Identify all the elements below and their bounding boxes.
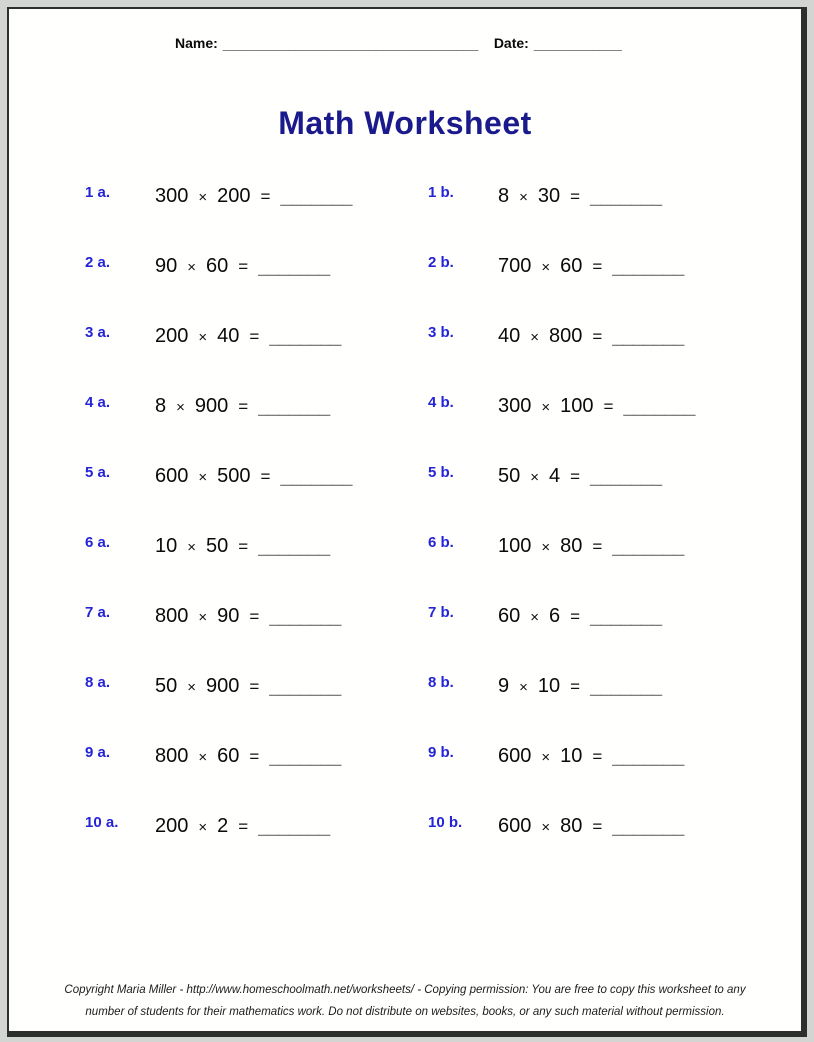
multiplication-sign: × xyxy=(541,539,551,556)
factor-2: 500 xyxy=(217,465,251,487)
problem-item-b xyxy=(428,323,683,351)
footer-copyright xyxy=(9,979,801,1023)
problem-item-a xyxy=(85,323,340,351)
problem-item-a xyxy=(85,253,329,281)
answer-blank: _______ xyxy=(612,255,684,277)
problem-item-a xyxy=(85,673,340,701)
multiplication-sign: × xyxy=(530,469,540,486)
factor-1: 9 xyxy=(498,675,510,697)
answer-blank: _______ xyxy=(269,605,341,627)
problem-label: 7 b. xyxy=(428,604,454,621)
answer-blank: _______ xyxy=(269,325,341,347)
problem-expression xyxy=(498,183,661,211)
problem-item-a xyxy=(85,533,329,561)
problem-expression xyxy=(498,813,683,841)
multiplication-sign: × xyxy=(530,329,540,346)
answer-blank: _______ xyxy=(590,675,661,697)
problem-item-b xyxy=(428,463,661,491)
problem-label: 8 a. xyxy=(85,674,111,691)
problem-row xyxy=(85,813,801,883)
factor-1: 600 xyxy=(155,465,189,487)
answer-blank: _______ xyxy=(258,395,330,417)
problem-item-b xyxy=(428,183,661,211)
problem-expression xyxy=(155,603,340,631)
multiplication-sign: × xyxy=(198,469,208,486)
answer-blank: _______ xyxy=(280,465,352,487)
equals-sign: = xyxy=(592,817,603,836)
equals-sign: = xyxy=(603,397,614,416)
factor-1: 300 xyxy=(155,185,189,207)
factor-1: 800 xyxy=(155,745,189,767)
problem-label: 9 a. xyxy=(85,744,111,761)
multiplication-sign: × xyxy=(187,679,197,696)
name-date-line xyxy=(175,35,621,51)
factor-2: 4 xyxy=(549,465,561,487)
problem-expression xyxy=(498,673,661,701)
problem-item-a xyxy=(85,463,351,491)
answer-blank: _______ xyxy=(280,185,352,207)
equals-sign: = xyxy=(238,537,249,556)
problem-expression xyxy=(498,603,661,631)
problem-label: 5 a. xyxy=(85,464,111,481)
problem-label: 10 a. xyxy=(85,814,119,831)
problem-row xyxy=(85,603,801,673)
factor-1: 60 xyxy=(498,605,521,627)
problem-label: 1 b. xyxy=(428,184,454,201)
equals-sign: = xyxy=(260,467,271,486)
multiplication-sign: × xyxy=(198,609,208,626)
factor-1: 10 xyxy=(155,535,178,557)
equals-sign: = xyxy=(238,257,249,276)
factor-1: 600 xyxy=(498,815,532,837)
problem-expression xyxy=(498,533,683,561)
problem-expression xyxy=(155,253,329,281)
factor-1: 50 xyxy=(498,465,521,487)
problem-item-a xyxy=(85,603,340,631)
date-blank-line: ____________ xyxy=(533,35,622,51)
problem-row xyxy=(85,183,801,253)
problem-label: 3 b. xyxy=(428,324,454,341)
problems-list xyxy=(85,183,801,883)
factor-2: 100 xyxy=(560,395,594,417)
multiplication-sign: × xyxy=(541,399,551,416)
problem-label: 4 a. xyxy=(85,394,111,411)
factor-2: 50 xyxy=(206,535,229,557)
multiplication-sign: × xyxy=(187,259,197,276)
multiplication-sign: × xyxy=(519,189,528,206)
answer-blank: _______ xyxy=(258,815,330,837)
factor-1: 40 xyxy=(498,325,521,347)
multiplication-sign: × xyxy=(530,609,540,626)
problem-item-b xyxy=(428,743,683,771)
multiplication-sign: × xyxy=(541,819,551,836)
equals-sign: = xyxy=(238,397,249,416)
factor-1: 100 xyxy=(498,535,532,557)
equals-sign: = xyxy=(570,677,581,696)
problem-row xyxy=(85,393,801,463)
problem-row xyxy=(85,673,801,743)
factor-1: 90 xyxy=(155,255,178,277)
equals-sign: = xyxy=(592,327,603,346)
problem-label: 1 a. xyxy=(85,184,111,201)
multiplication-sign: × xyxy=(541,259,551,276)
problem-item-a xyxy=(85,393,329,421)
factor-2: 10 xyxy=(560,745,583,767)
answer-blank: _______ xyxy=(623,395,695,417)
answer-blank: _______ xyxy=(269,745,341,767)
multiplication-sign: × xyxy=(541,749,551,766)
problem-item-a xyxy=(85,183,351,211)
multiplication-sign: × xyxy=(198,749,208,766)
answer-blank: _______ xyxy=(590,185,661,207)
factor-2: 900 xyxy=(206,675,240,697)
multiplication-sign: × xyxy=(187,539,197,556)
problem-item-a xyxy=(85,813,329,841)
answer-blank: _______ xyxy=(612,745,684,767)
factor-2: 60 xyxy=(217,745,240,767)
answer-blank: _______ xyxy=(590,465,661,487)
problem-item-b xyxy=(428,253,683,281)
equals-sign: = xyxy=(592,747,603,766)
multiplication-sign: × xyxy=(519,679,528,696)
problem-item-b xyxy=(428,603,661,631)
factor-2: 800 xyxy=(549,325,583,347)
footer-line-1: Copyright Maria Miller - http://www.homeschoolmath.net/worksheets/ - Copying permission: You are free to copy this worksheet to any xyxy=(64,984,746,996)
answer-blank: _______ xyxy=(612,325,684,347)
factor-2: 2 xyxy=(217,815,229,837)
answer-blank: _______ xyxy=(612,535,684,557)
factor-2: 40 xyxy=(217,325,240,347)
worksheet-title: Math Worksheet xyxy=(278,105,532,141)
problem-expression xyxy=(155,183,351,211)
multiplication-sign: × xyxy=(198,819,208,836)
factor-2: 900 xyxy=(194,395,229,417)
worksheet-page xyxy=(7,7,807,1037)
answer-blank: _______ xyxy=(269,675,341,697)
answer-blank: _______ xyxy=(612,815,684,837)
equals-sign: = xyxy=(238,817,249,836)
problem-expression xyxy=(155,673,340,701)
factor-2: 60 xyxy=(206,255,229,277)
problem-label: 2 b. xyxy=(428,254,454,271)
problem-label: 7 a. xyxy=(85,604,111,621)
name-label: Name: xyxy=(175,35,218,51)
problem-item-a xyxy=(85,743,340,771)
problem-label: 2 a. xyxy=(85,254,111,271)
problem-row xyxy=(85,743,801,813)
equals-sign: = xyxy=(260,187,271,206)
factor-1: 800 xyxy=(155,605,189,627)
factor-1: 700 xyxy=(498,255,532,277)
problem-expression xyxy=(155,393,329,421)
factor-1: 300 xyxy=(498,395,532,417)
problem-item-b xyxy=(428,533,683,561)
date-label: Date: xyxy=(493,35,529,51)
equals-sign: = xyxy=(570,467,581,486)
factor-2: 80 xyxy=(560,535,583,557)
answer-blank: _______ xyxy=(258,535,330,557)
problem-item-b xyxy=(428,673,661,701)
equals-sign: = xyxy=(249,327,260,346)
problem-expression xyxy=(498,743,683,771)
factor-2: 6 xyxy=(549,605,561,627)
factor-1: 200 xyxy=(155,325,189,347)
answer-blank: _______ xyxy=(258,255,330,277)
equals-sign: = xyxy=(570,187,581,206)
problem-expression xyxy=(498,253,683,281)
problem-label: 9 b. xyxy=(428,744,454,761)
factor-1: 200 xyxy=(155,815,189,837)
factor-1: 600 xyxy=(498,745,532,767)
problem-expression xyxy=(155,463,351,491)
problem-row xyxy=(85,253,801,323)
problem-label: 10 b. xyxy=(428,814,463,831)
problem-expression xyxy=(155,323,340,351)
problem-row xyxy=(85,533,801,603)
name-blank-line: ___________________________________ xyxy=(222,35,478,51)
problem-expression xyxy=(155,743,340,771)
problem-label: 6 a. xyxy=(85,534,111,551)
multiplication-sign: × xyxy=(198,189,208,206)
footer-line-2: number of students for their mathematics work. Do not distribute on websites, books, or any such material without permission. xyxy=(85,1006,725,1018)
equals-sign: = xyxy=(592,537,603,556)
problem-row xyxy=(85,323,801,393)
problem-item-b xyxy=(428,393,694,421)
equals-sign: = xyxy=(249,747,260,766)
multiplication-sign: × xyxy=(198,329,208,346)
problem-expression xyxy=(498,393,694,421)
factor-2: 90 xyxy=(217,605,240,627)
equals-sign: = xyxy=(592,257,603,276)
factor-2: 200 xyxy=(217,185,251,207)
problem-expression xyxy=(498,323,683,351)
problem-expression xyxy=(155,813,329,841)
factor-1: 8 xyxy=(155,395,167,417)
factor-1: 50 xyxy=(155,675,178,697)
problem-label: 5 b. xyxy=(428,464,454,481)
answer-blank: _______ xyxy=(590,605,661,627)
problem-label: 4 b. xyxy=(428,394,454,411)
factor-1: 8 xyxy=(498,185,510,207)
problem-expression xyxy=(155,533,329,561)
multiplication-sign: × xyxy=(176,399,185,416)
factor-2: 80 xyxy=(560,815,583,837)
factor-2: 30 xyxy=(537,185,561,207)
equals-sign: = xyxy=(249,677,260,696)
equals-sign: = xyxy=(570,607,581,626)
factor-2: 60 xyxy=(560,255,583,277)
problem-row xyxy=(85,463,801,533)
factor-2: 10 xyxy=(537,675,561,697)
problem-label: 3 a. xyxy=(85,324,111,341)
problem-item-b xyxy=(428,813,683,841)
problem-label: 6 b. xyxy=(428,534,454,551)
problem-label: 8 b. xyxy=(428,674,454,691)
problem-expression xyxy=(498,463,661,491)
equals-sign: = xyxy=(249,607,260,626)
